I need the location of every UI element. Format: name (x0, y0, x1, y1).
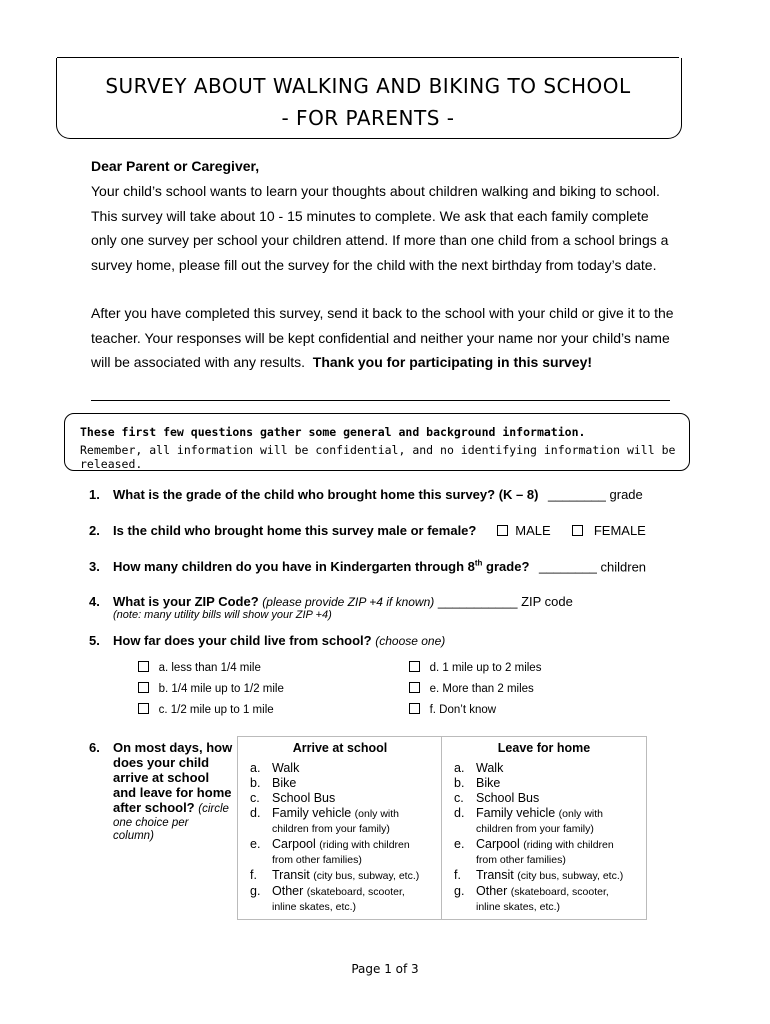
mode-note: (only with (558, 808, 604, 820)
question-number: 1. (89, 487, 100, 502)
question-line: after school? (113, 800, 195, 815)
question-text (113, 559, 529, 574)
mode-note: inline skates, etc.) (272, 901, 357, 913)
mode-note: inline skates, etc.) (476, 901, 561, 913)
mode-label: Walk (272, 761, 300, 775)
question-hint: (choose one) (375, 634, 446, 648)
info-box (64, 413, 690, 471)
option-label: b. 1/4 mile up to 1/2 mile (158, 683, 284, 695)
mode-label: Transit (272, 868, 310, 882)
superscript: th (474, 559, 483, 568)
mode-letter: a. (250, 761, 261, 775)
distance-option-b[interactable] (138, 682, 284, 695)
checkbox[interactable] (138, 682, 149, 693)
question-text: What is your ZIP Code? (113, 594, 259, 609)
intro-line: This survey will take about 10 - 15 minutes to complete. We ask that each family complete (91, 207, 649, 224)
leave-column-title: Leave for home (497, 741, 591, 755)
mode-letter: f. (454, 868, 461, 882)
mode-note: from other families) (272, 854, 362, 866)
mode-note: (skateboard, scooter, (510, 886, 609, 898)
intro-paragraph-2 (91, 301, 681, 375)
mode-transit[interactable] (454, 868, 623, 884)
mode-letter: g. (454, 884, 465, 898)
mode-letter: d. (454, 806, 465, 820)
mode-note: from other families) (476, 854, 566, 866)
mode-label: Family vehicle (476, 806, 556, 820)
option-label: d. 1 mile up to 2 miles (429, 662, 542, 674)
question-line: and leave for home (113, 785, 232, 800)
question-6 (89, 740, 238, 843)
mode-note: (only with (354, 808, 400, 820)
question-number: 5. (89, 633, 100, 648)
question-4 (89, 594, 573, 609)
mode-note: children from your family) (272, 823, 390, 835)
mode-label: School Bus (476, 791, 540, 805)
intro-line: survey home, please fill out the survey for the child with the next birthday from today’s date. (91, 256, 657, 273)
page-number: Page 1 of 3 (351, 962, 419, 976)
question-text: How far does your child live from school? (113, 633, 372, 648)
mode-note: (riding with children (319, 839, 410, 851)
mode-note: (city bus, subway, etc.) (313, 870, 420, 882)
mode-letter: f. (250, 868, 257, 882)
mode-transit[interactable] (250, 868, 419, 884)
intro-line (91, 350, 681, 375)
mode-letter: c. (250, 791, 260, 805)
mode-bike[interactable] (454, 776, 623, 791)
option-label: e. More than 2 miles (429, 683, 534, 695)
distance-option-c[interactable] (138, 703, 274, 716)
mode-note: (city bus, subway, etc.) (517, 870, 624, 882)
mode-label: Bike (476, 776, 501, 790)
grade-answer-blank[interactable]: ________ (548, 487, 606, 502)
male-checkbox[interactable] (497, 525, 508, 536)
question-number: 4. (89, 594, 100, 609)
mode-bike[interactable] (250, 776, 419, 791)
survey-title: SURVEY ABOUT WALKING AND BIKING TO SCHOOL (105, 74, 631, 98)
mode-walk[interactable] (250, 761, 419, 776)
mode-letter: b. (454, 776, 465, 790)
answer-unit: ZIP code (521, 594, 573, 609)
mode-other[interactable] (454, 884, 623, 915)
info-line-1: These first few questions gather some general and background information. (80, 425, 586, 439)
mode-label: School Bus (272, 791, 336, 805)
intro-line: After you have completed this survey, send it back to the school with your child or give it to the (91, 305, 674, 321)
question-hint: column) (113, 830, 154, 842)
mode-letter: c. (454, 791, 464, 805)
checkbox[interactable] (409, 703, 420, 714)
zip-answer-blank[interactable]: ___________ (437, 594, 518, 609)
children-answer-blank[interactable]: ________ (539, 559, 597, 575)
mode-school-bus[interactable] (454, 791, 623, 806)
female-option[interactable] (572, 523, 646, 538)
intro-line-text: will be associated with any results. (91, 354, 305, 370)
intro-line: teacher. Your responses will be kept confidential and neither your name nor your child’s name (91, 329, 670, 346)
info-line-2: Remember, all information will be confidential, and no identifying information will be released. (80, 443, 676, 471)
mode-label: Transit (476, 868, 514, 882)
distance-option-e[interactable] (409, 682, 534, 695)
question-number: 2. (89, 523, 100, 538)
mode-family-vehicle[interactable] (454, 806, 623, 837)
mode-label: Other (476, 884, 508, 898)
distance-option-f[interactable] (409, 703, 496, 716)
question-number: 6. (89, 740, 100, 755)
question-text: What is the grade of the child who brought home this survey? (K – 8) (113, 487, 539, 502)
question-line: does your child (113, 755, 210, 770)
question-line: arrive at school (113, 770, 210, 785)
greeting: Dear Parent or Caregiver, (91, 158, 260, 174)
answer-unit: children (600, 559, 647, 575)
mode-label: Family vehicle (272, 806, 352, 820)
mode-label: Walk (476, 761, 504, 775)
column-divider (441, 737, 442, 919)
mode-label: Carpool (476, 837, 520, 851)
mode-label: Other (272, 884, 304, 898)
question-5 (89, 633, 445, 648)
distance-option-d[interactable] (409, 661, 541, 674)
mode-letter: e. (454, 837, 465, 851)
arrive-mode-list (250, 761, 419, 915)
question-hint: (circle (198, 803, 229, 815)
question-hint: (please provide ZIP +4 if known) (262, 595, 435, 609)
intro-line: only one survey per school your children attend. If more than one child from a school brings a (91, 232, 669, 248)
question-3 (89, 559, 646, 574)
mode-carpool[interactable] (454, 837, 623, 868)
option-label: MALE (515, 523, 551, 538)
question-text-a: How many children do you have in Kindergarten through 8 (113, 559, 475, 575)
question-text-b: grade? (482, 559, 530, 575)
section-divider (91, 400, 670, 401)
mode-letter: d. (250, 806, 261, 820)
checkbox[interactable] (409, 682, 420, 693)
question-2 (89, 523, 476, 538)
question-line: On most days, how (113, 740, 233, 755)
mode-note: (skateboard, scooter, (306, 886, 405, 898)
mode-letter: b. (250, 776, 261, 790)
mode-school-bus[interactable] (250, 791, 419, 806)
option-label: c. 1/2 mile up to 1 mile (158, 704, 274, 716)
mode-family-vehicle[interactable] (250, 806, 419, 837)
option-label: FEMALE (593, 523, 646, 538)
leave-mode-list (454, 761, 623, 915)
female-checkbox[interactable] (572, 525, 583, 536)
distance-option-a[interactable] (138, 661, 261, 674)
mode-letter: e. (250, 837, 261, 851)
option-label: a. less than 1/4 mile (158, 662, 261, 674)
checkbox[interactable] (138, 661, 149, 672)
mode-label: Bike (272, 776, 297, 790)
mode-label: Carpool (272, 837, 316, 851)
thank-you-text: Thank you for participating in this survey! (312, 354, 593, 370)
zip-note: (note: many utility bills will show your ZIP +4) (113, 609, 332, 621)
question-1 (89, 487, 643, 502)
mode-carpool[interactable] (250, 837, 419, 868)
question-number: 3. (89, 559, 100, 575)
question-text: Is the child who brought home this survey male or female? (113, 523, 477, 538)
male-option[interactable] (497, 523, 551, 538)
mode-other[interactable] (250, 884, 419, 915)
survey-subtitle: - FOR PARENTS - (281, 106, 455, 130)
question-text (113, 740, 238, 843)
question-hint: one choice per (113, 817, 189, 829)
intro-line: Your child’s school wants to learn your thoughts about children walking and biking to school. (91, 183, 660, 199)
checkbox[interactable] (138, 703, 149, 714)
intro-paragraph-1 (91, 179, 681, 277)
mode-letter: a. (454, 761, 465, 775)
mode-letter: g. (250, 884, 261, 898)
option-label: f. Don’t know (429, 704, 497, 716)
mode-walk[interactable] (454, 761, 623, 776)
travel-mode-table (237, 736, 647, 920)
answer-unit: grade (609, 487, 643, 502)
checkbox[interactable] (409, 661, 420, 672)
mode-note: (riding with children (523, 839, 614, 851)
arrive-column-title: Arrive at school (292, 741, 388, 755)
mode-note: children from your family) (476, 823, 594, 835)
